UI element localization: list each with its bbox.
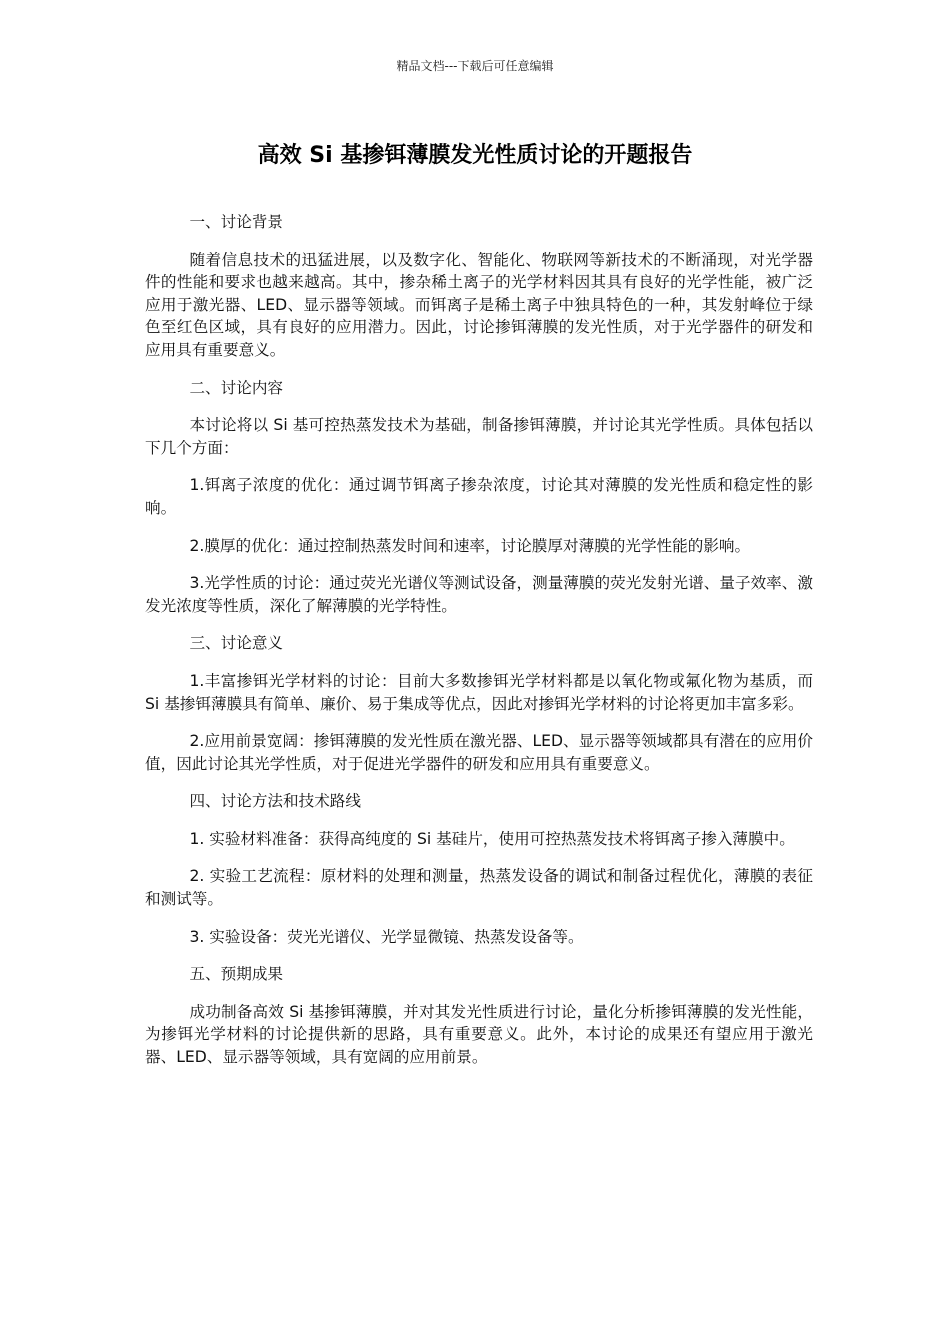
document-title: 高效 Si 基掺铒薄膜发光性质讨论的开题报告 — [257, 143, 693, 168]
section-heading-significance: 三、讨论意义 — [189, 634, 284, 653]
paragraph-content-intro: 本讨论将以 Si 基可控热蒸发技术为基础，制备掺铒薄膜，并讨论其光学性质。具体包括以下几个方面： — [145, 416, 813, 457]
paragraph-outcomes: 成功制备高效 Si 基掺铒薄膜，并对其发光性质进行讨论，量化分析掺铒薄膜的发光性能，为掺铒光学材料的讨论提供新的思路，具有重要意义。此外，本讨论的成果还有望应用于激光器、LED、显示器等领域，具有宽阔的应用前景。 — [145, 1002, 813, 1067]
list-item-significance-2: 2.应用前景宽阔：掺铒薄膜的发光性质在激光器、LED、显示器等领域都具有潜在的应用价值，因此讨论其光学性质，对于促进光学器件的研发和应用具有重要意义。 — [145, 732, 813, 773]
section-heading-background: 一、讨论背景 — [189, 213, 284, 231]
list-item-methods-3: 3. 实验设备：荧光光谱仪、光学显微镜、热蒸发设备等。 — [189, 927, 584, 946]
paragraph-background: 随着信息技术的迅猛进展，以及数字化、智能化、物联网等新技术的不断涌现，对光学器件的性能和要求也越来越高。其中，掺杂稀土离子的光学材料因其具有良好的光学性能，被广泛应用于激光器、LED、显示器等领域。而铒离子是稀土离子中独具特色的一种，其发射峰位于绿色至红色区域，具有良好的应用潜力。因此，讨论掺铒薄膜的发光性质，对于光学器件的研发和应用具有重要意义。 — [145, 250, 813, 359]
list-item-content-1: 1.铒离子浓度的优化：通过调节铒离子掺杂浓度，讨论其对薄膜的发光性质和稳定性的影响。 — [145, 476, 813, 517]
list-item-methods-2: 2. 实验工艺流程：原材料的处理和测量，热蒸发设备的调试和制备过程优化，薄膜的表征和测试等。 — [145, 867, 813, 909]
section-heading-content: 二、讨论内容 — [189, 378, 284, 397]
section-heading-methods: 四、讨论方法和技术路线 — [189, 792, 361, 811]
section-heading-outcomes: 五、预期成果 — [189, 965, 284, 984]
list-item-content-3: 3.光学性质的讨论：通过荧光光谱仪等测试设备，测量薄膜的荧光发射光谱、量子效率、激发光浓度等性质，深化了解薄膜的光学特性。 — [145, 574, 813, 615]
list-item-content-2: 2.膜厚的优化：通过控制热蒸发时间和速率，讨论膜厚对薄膜的光学性能的影响。 — [189, 536, 751, 555]
document-body — [145, 211, 813, 1084]
list-item-methods-1: 1. 实验材料准备：获得高纯度的 Si 基硅片，使用可控热蒸发技术将铒离子掺入薄膜中。 — [189, 829, 795, 848]
list-item-significance-1: 1.丰富掺铒光学材料的讨论：目前大多数掺铒光学材料都是以氧化物或氟化物为基质，而 Si 基掺铒薄膜具有简单、廉价、易于集成等优点，因此对掺铒光学材料的讨论将更加丰富多彩。 — [145, 671, 813, 713]
header-note: 精品文档---下载后可任意编辑 — [396, 59, 554, 73]
